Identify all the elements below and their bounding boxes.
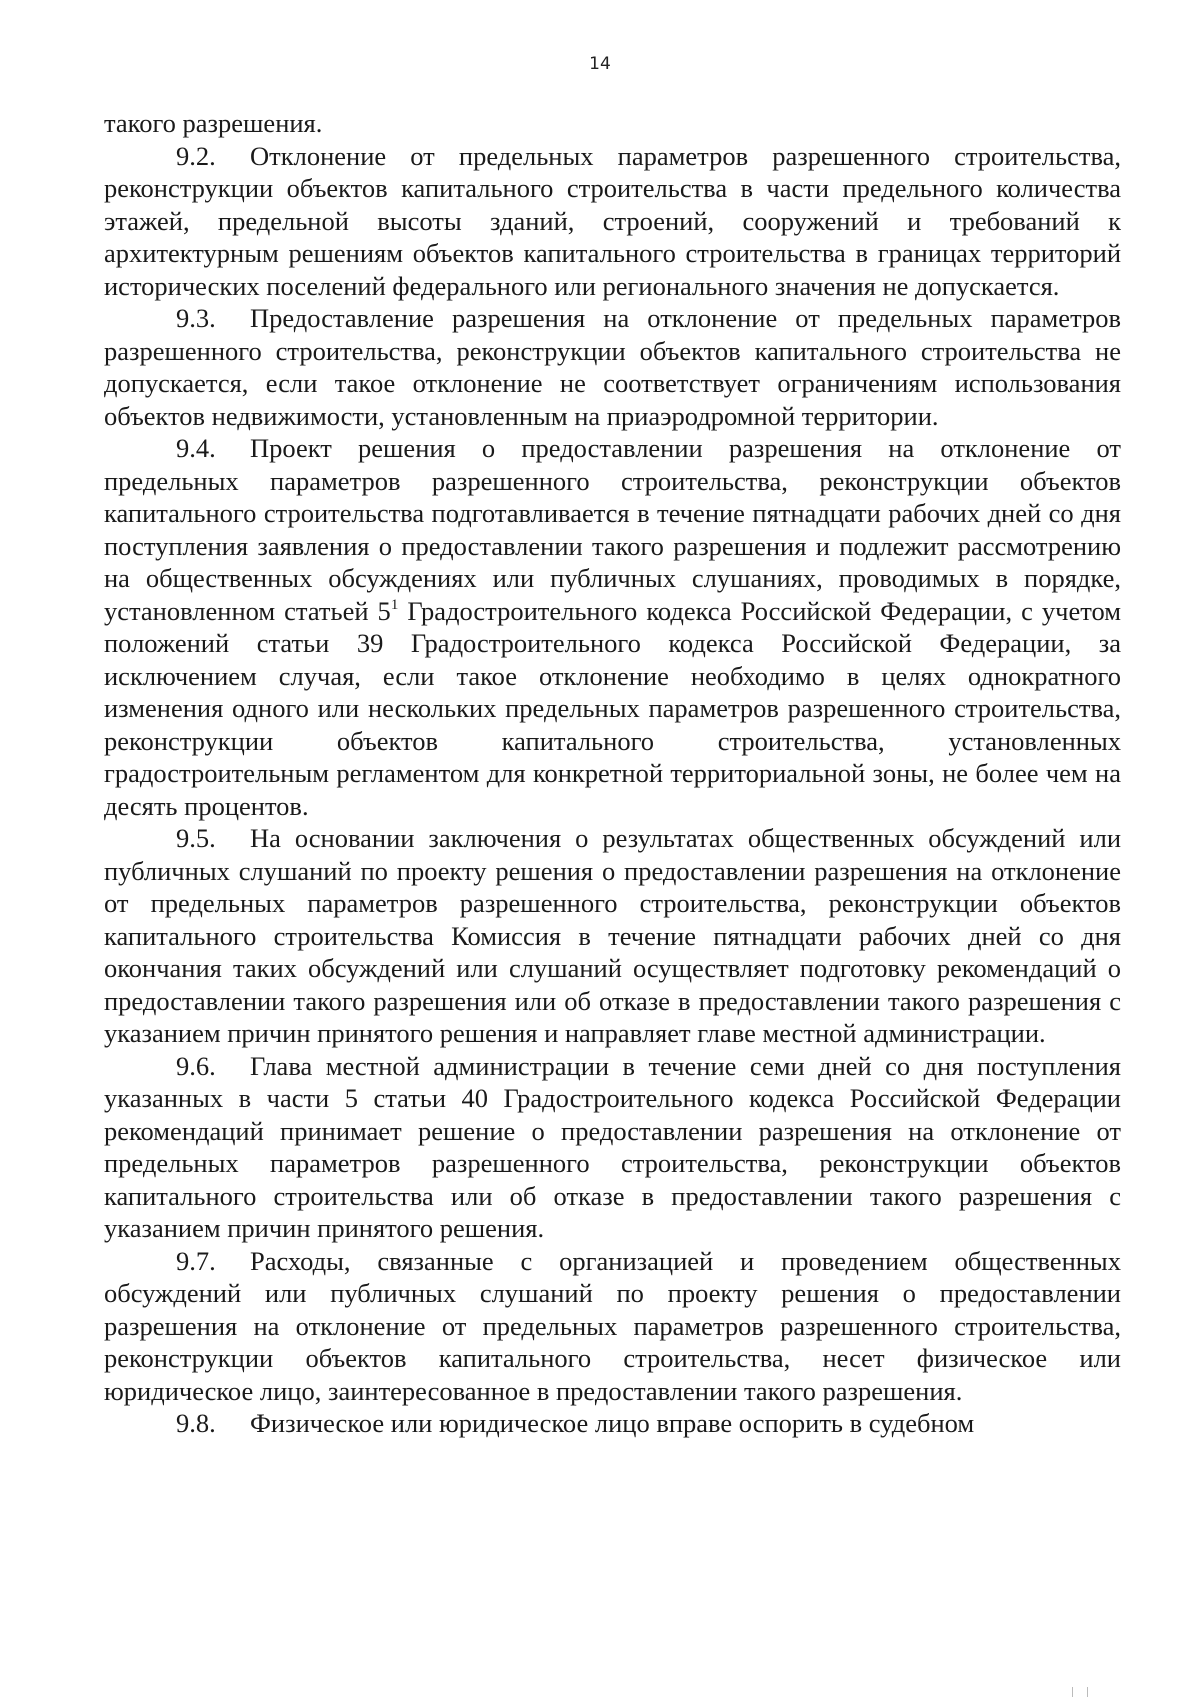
paragraph-text: Расходы, связанные с организацией и проведением общественных обсуждений или публичных слушаний по проекту решения о предоставлении разрешения на отклонение от предельных параметров разрешенного строительства, реконструкции объектов капитального строительства, несет физическое или юридическое лицо, заинтересованное в предоставлении такого разрешения. bbox=[104, 1245, 1121, 1406]
page-number: 14 bbox=[589, 54, 611, 74]
paragraph-number: 9.5. bbox=[176, 823, 216, 853]
paragraph-number: 9.2. bbox=[176, 140, 216, 171]
paragraph-9-3 bbox=[104, 302, 1121, 432]
document-body bbox=[104, 107, 1121, 1440]
paragraph-9-4 bbox=[104, 432, 1121, 822]
paragraph-text: Предоставление разрешения на отклонение от предельных параметров разрешенного строительства, реконструкции объектов капитального строительства не допускается, если такое отклонение не соответствует ограничениям использования объектов недвижимости, установленным на приаэродромной территории. bbox=[104, 303, 1121, 431]
paragraph-text: Глава местной администрации в течение семи дней со дня поступления указанных в части 5 статьи 40 Градостроительного кодекса Российской Федерации рекомендаций принимает решение о предоставлении разрешения на отклонение от предельных параметров разрешенного строительства, реконструкции объектов капитального строительства или об отказе в предоставлении такого разрешения с указанием причин принятого решения. bbox=[104, 1050, 1121, 1243]
paragraph-text: Отклонение от предельных параметров разрешенного строительства, реконструкции объектов капитального строительства в части предельного количества этажей, предельной высоты зданий, строений, сооружений и требований к архитектурным решениям объектов капитального строительства в границах территорий исторических поселений федерального или регионального значения не допускается. bbox=[104, 140, 1121, 301]
article-superscript: 1 bbox=[390, 596, 399, 613]
paragraph-number: 9.4. bbox=[176, 433, 216, 463]
scan-artifact-mark bbox=[1072, 1687, 1088, 1697]
continuation-text: такого разрешения. bbox=[104, 108, 323, 138]
paragraph-text: На основании заключения о результатах общественных обсуждений или публичных слушаний по проекту решения о предоставлении разрешения на отклонение от предельных параметров разрешенного строительства, реконструкции объектов капитального строительства Комиссия в течение пятнадцати рабочих дней со дня окончания таких обсуждений или слушаний осуществляет подготовку рекомендаций о предоставлении такого разрешения или об отказе в предоставлении такого разрешения с указанием причин принятого решения и направляет главе местной администрации. bbox=[104, 823, 1121, 1048]
paragraph-9-5 bbox=[104, 822, 1121, 1050]
paragraph-number: 9.6. bbox=[176, 1050, 216, 1081]
paragraph-9-8 bbox=[104, 1407, 1121, 1440]
paragraph-number: 9.7. bbox=[176, 1245, 216, 1276]
paragraph-text: Проект решения о предоставлении разрешения на отклонение от предельных параметров разрешенного строительства, реконструкции объектов капитального строительства подготавливается в течение пятнадцати рабочих дней со дня поступления заявления о предоставлении такого разрешения и подлежит рассмотрению на общественных обсуждениях или публичных слушаниях, проводимых в порядке, установленном статьей 5 bbox=[104, 433, 1121, 626]
paragraph-text: Физическое или юридическое лицо вправе оспорить в судебном bbox=[250, 1408, 975, 1438]
paragraph-number: 9.8. bbox=[176, 1408, 216, 1438]
paragraph-9-7 bbox=[104, 1245, 1121, 1408]
paragraph-9-2 bbox=[104, 140, 1121, 303]
paragraph-text-continued: Градостроительного кодекса Российской Федерации, с учетом положений статьи 39 Градостроительного кодекса Российской Федерации, за исключением случая, если такое отклонение необходимо в целях однократного изменения одного или нескольких предельных параметров разрешенного строительства, реконструкции объектов капитального строительства, установленных градостроительным регламентом для конкретной территориальной зоны, не более чем на десять процентов. bbox=[104, 595, 1121, 821]
paragraph-number: 9.3. bbox=[176, 303, 216, 333]
paragraph-9-6 bbox=[104, 1050, 1121, 1245]
